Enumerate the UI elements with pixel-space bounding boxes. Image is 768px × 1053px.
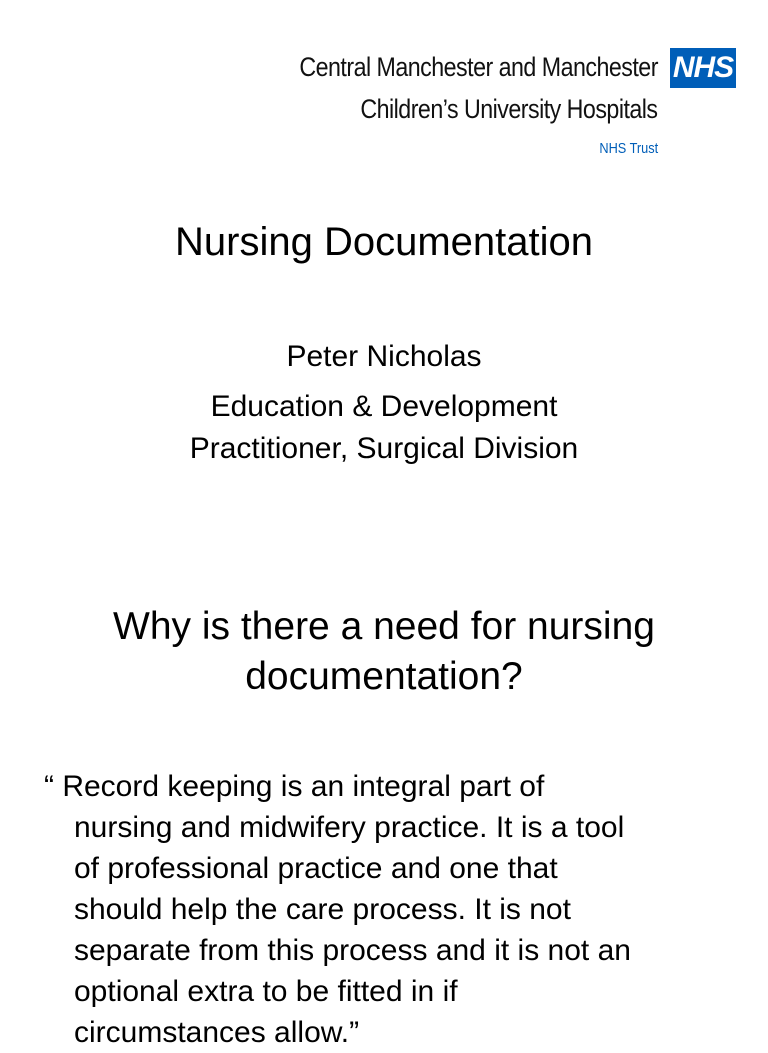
presenter-name: Peter Nicholas bbox=[286, 340, 482, 373]
quote-line: of professional practice and one that bbox=[74, 852, 558, 885]
nhs-trust-label: NHS Trust bbox=[599, 140, 658, 157]
presenter-role-line2: Practitioner, Surgical Division bbox=[189, 432, 579, 465]
quote-line: separate from this process and it is not an bbox=[74, 934, 631, 967]
trust-logo bbox=[286, 44, 736, 164]
slide-heading-line1: Why is there a need for nursing bbox=[113, 605, 655, 648]
slide-heading bbox=[0, 602, 768, 702]
quote-line: nursing and midwifery practice. It is a tool bbox=[74, 811, 625, 844]
presenter-role-line1: Education & Development bbox=[210, 390, 558, 423]
nhs-logo-icon: NHS bbox=[670, 48, 736, 88]
quote-line: optional extra to be fitted in if bbox=[74, 975, 458, 1008]
org-name-line2: Children’s University Hospitals bbox=[360, 94, 658, 124]
presentation-title: Nursing Documentation bbox=[175, 220, 593, 264]
quote-line: “ Record keeping is an integral part of bbox=[44, 770, 545, 803]
slide-heading-line2: documentation? bbox=[245, 655, 523, 698]
presenter-block bbox=[0, 336, 768, 470]
org-name-line1: Central Manchester and Manchester bbox=[299, 52, 658, 82]
quote-line: circumstances allow.” bbox=[74, 1016, 360, 1049]
quote-line: should help the care process. It is not bbox=[74, 893, 571, 926]
quote-block bbox=[44, 766, 744, 1053]
spacer bbox=[0, 378, 768, 386]
